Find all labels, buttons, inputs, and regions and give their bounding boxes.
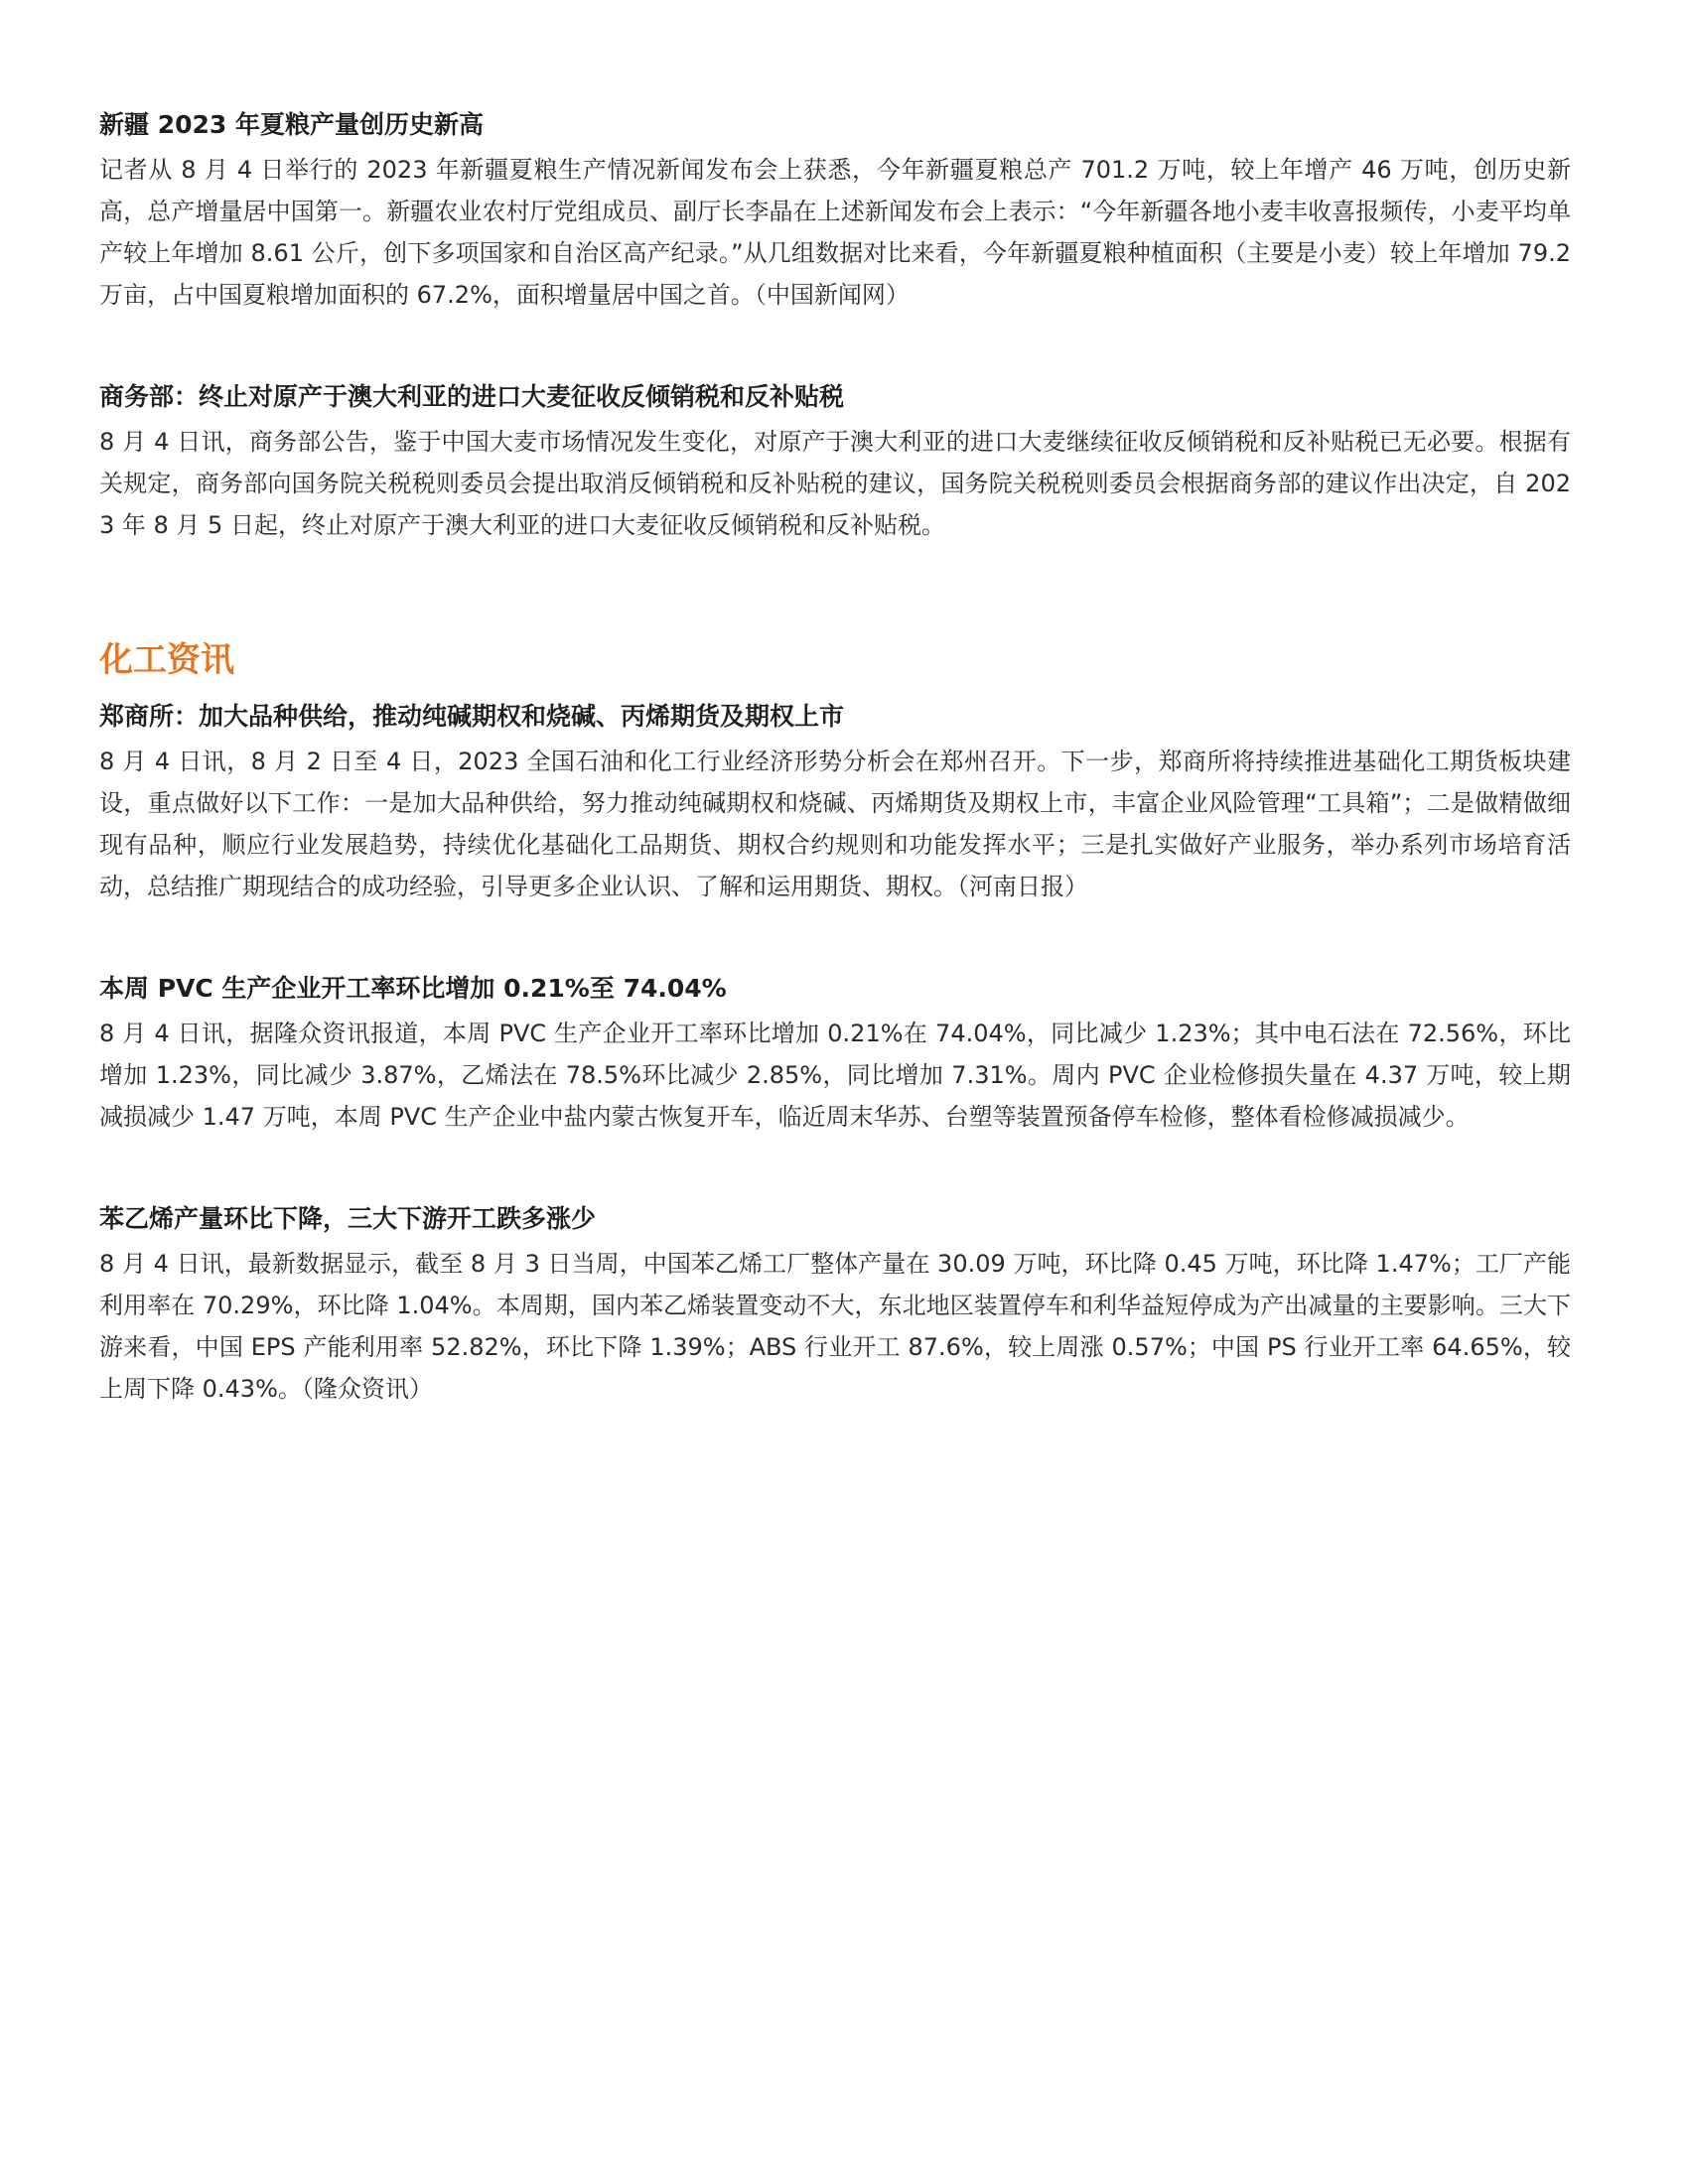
article-body: 8 月 4 日讯，商务部公告，鉴于中国大麦市场情况发生变化，对原产于澳大利亚的进口大麦继续征收反倾销税和反补贴税已无必要。根据有关规定，商务部向国务院关税税则委员会提出取消反倾销税和反补贴税的建议，国务院关税税则委员会根据商务部的建议作出决定，自 2023 年 8 月 5 日起，终止对原产于澳大利亚的进口大麦征收反倾销税和反补贴税。 xyxy=(99,428,1571,539)
article-title: 新疆 2023 年夏粮产量创历史新高 xyxy=(99,110,484,139)
news-article xyxy=(99,971,1571,1138)
page-content xyxy=(99,107,1571,1410)
article-body: 8 月 4 日讯，据隆众资讯报道，本周 PVC 生产企业开工率环比增加 0.21%在 74.04%，同比减少 1.23%；其中电石法在 72.56%，环比增加 1.23%，同比减少 3.87%，乙烯法在 78.5%环比减少 2.85%，同比增加 7.31%。周内 PVC 企业检修损失量在 4.37 万吨，较上期减损减少 1.47 万吨，本周 PVC 生产企业中盐内蒙古恢复开车，临近周末华苏、台塑等装置预备停车检修，整体看检修减损减少。 xyxy=(99,1020,1571,1131)
news-article xyxy=(99,379,1571,546)
article-title: 商务部：终止对原产于澳大利亚的进口大麦征收反倾销税和反补贴税 xyxy=(99,382,845,411)
article-body: 记者从 8 月 4 日举行的 2023 年新疆夏粮生产情况新闻发布会上获悉，今年新疆夏粮总产 701.2 万吨，较上年增产 46 万吨，创历史新高，总产增量居中国第一。新疆农业农村厅党组成员、副厅长李晶在上述新闻发布会上表示：“今年新疆各地小麦丰收喜报频传，小麦平均单产较上年增加 8.61 公斤，创下多项国家和自治区高产纪录。”从几组数据对比来看，今年新疆夏粮种植面积（主要是小麦）较上年增加 79.2 万亩，占中国夏粮增加面积的 67.2%，面积增量居中国之首。（中国新闻网） xyxy=(99,156,1571,309)
section-heading: 化工资讯 xyxy=(99,640,234,680)
news-article xyxy=(99,1201,1571,1410)
news-article xyxy=(99,107,1571,316)
article-body: 8 月 4 日讯，8 月 2 日至 4 日，2023 全国石油和化工行业经济形势分析会在郑州召开。下一步，郑商所将持续推进基础化工期货板块建设，重点做好以下工作：一是加大品种供给，努力推动纯碱期权和烧碱、丙烯期货及期权上市，丰富企业风险管理“工具箱”；二是做精做细现有品种，顺应行业发展趋势，持续优化基础化工品期货、期权合约规则和功能发挥水平；三是扎实做好产业服务，举办系列市场培育活动，总结推广期现结合的成功经验，引导更多企业认识、了解和运用期货、期权。（河南日报） xyxy=(99,748,1571,900)
article-title: 本周 PVC 生产企业开工率环比增加 0.21%至 74.04% xyxy=(99,974,727,1003)
article-body: 8 月 4 日讯，最新数据显示，截至 8 月 3 日当周，中国苯乙烯工厂整体产量在 30.09 万吨，环比降 0.45 万吨，环比降 1.47%；工厂产能利用率在 70.29%，环比降 1.04%。本周期，国内苯乙烯装置变动不大，东北地区装置停车和利华益短停成为产出减量的主要影响。三大下游来看，中国 EPS 产能利用率 52.82%，环比下降 1.39%；ABS 行业开工 87.6%，较上周涨 0.57%；中国 PS 行业开工率 64.65%，较上周下降 0.43%。（隆众资讯） xyxy=(99,1250,1571,1403)
article-title: 郑商所：加大品种供给，推动纯碱期权和烧碱、丙烯期货及期权上市 xyxy=(99,702,845,731)
news-article xyxy=(99,699,1571,907)
article-title: 苯乙烯产量环比下降，三大下游开工跌多涨少 xyxy=(99,1204,597,1233)
